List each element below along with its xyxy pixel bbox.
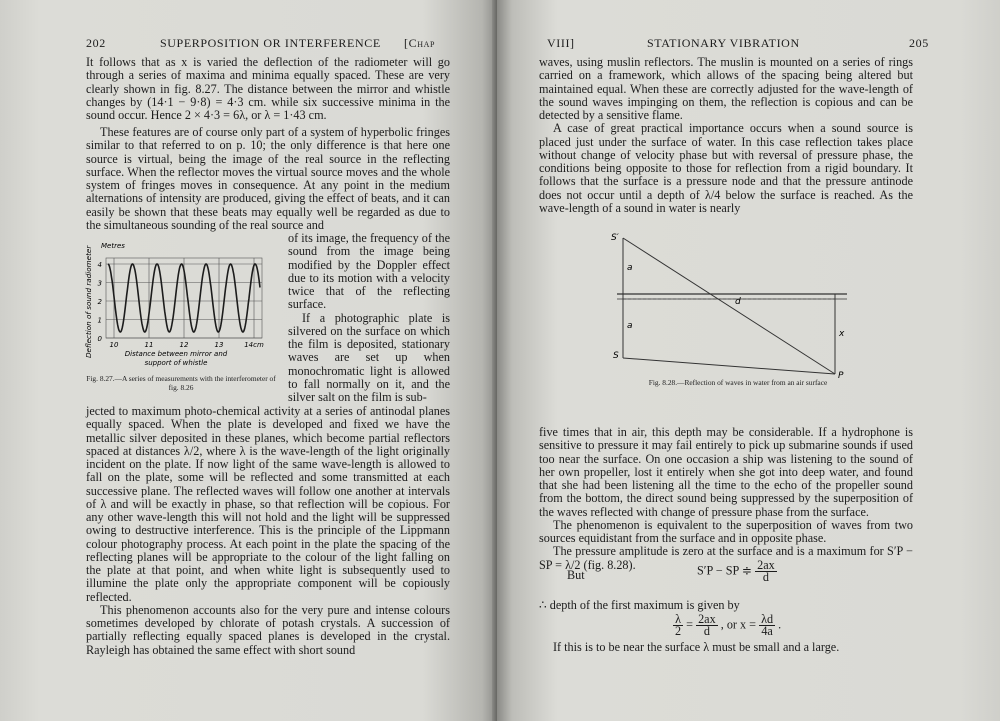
y-tick-label: 3: [97, 279, 102, 288]
eq2-n1: λ: [673, 614, 683, 626]
right-para-3: [539, 426, 913, 572]
eq2-d2: d: [703, 624, 710, 638]
right-running-head: STATIONARY VIBRATION: [647, 36, 800, 50]
right-para-6-text: If this is to be near the surface λ must be small and a large.: [553, 640, 840, 654]
therefore-line: ∴ depth of the first maximum is given by: [539, 598, 740, 612]
right-para-3-text: five times that in air, this depth may be considerable. If a hydrophone is sensitive to pressure it may fail entirely to pick up submarine sounds if used too near the surface. On one occasion a ship was listening to the sound of her own propeller, lost it entirely when she got into deep water, and found that she had been listening all the time to the echo of the propeller sound from the bottom, the direct sound being suppressed by the superposition of the waves reflected with change of pressure phase from the surface.: [539, 425, 913, 519]
equation-1: [567, 568, 585, 583]
label-a-bottom: a: [627, 321, 633, 331]
left-para-2: [86, 126, 450, 232]
right-para-4-text: The phenomenon is equivalent to the superposition of waves from two sources equidistant from the surface and in opposite phase.: [539, 517, 913, 545]
eq1-lhs: S′P − SP ≑: [697, 563, 753, 578]
label-a-top: a: [627, 263, 633, 273]
eq2-d1: 2: [675, 624, 682, 638]
left-para-3-rest-text: jected to maximum photo-chemical activity at a series of antinodal planes equally spaced. When the plate is developed and fixed we have the metallic silver deposited in these planes, which become partial reflectors spaced at distances λ/2, where λ is the wave-length of the light originally incident on the plate. If now light of the same wave-length is allowed to fall on the plate, some will be reflected and some transmitted at each successive plane. The reflected waves will follow one another at intervals of λ and will be exactly in phase, so that reflection will be copious. For any other wave-length this will not hold and the light will be suppressed owing to destructive interference. This is the principle of the Lippmann colour photography process. At each point in the plate the spacing of the reflecting planes will be appropriate to the colour of the light falling on the plate at that point, and when white light is subsequently used to illumine the plate only the appropriate component will be copiously reflected.: [86, 404, 450, 604]
x-tick-label: 13: [214, 341, 224, 349]
x-axis-label-1: Distance between mirror and: [124, 350, 228, 358]
eq2-eq: =: [686, 617, 694, 632]
right-chapter-tag: VIII]: [547, 36, 575, 50]
left-para-3-side: If a photographic plate is silvered on the surface on which the film is deposited, stationary waves are set up when monochromatic light is allowed to fall normally on it, and the silver salt on the film is sub-: [288, 310, 450, 404]
equation-1-expr: [697, 560, 777, 583]
eq1-lead: But: [567, 568, 585, 582]
right-para-1-text: waves, using muslin reflectors. The muslin is mounted on a series of rings carried on a framework, which allows of the spacing being altered but maintained equal. When these are correctly adjusted for the wave-length of the sound waves impinging on them, the reflection is copious and can be detected by a sensitive flame.: [539, 55, 913, 122]
left-para-4-text: This phenomenon accounts also for the very pure and intense colours sometimes developed by chlorate of potash crystals. A succession of partially reflecting equally spaced planes is developed in the crystal. Rayleigh has obtained the same effect with short sound: [86, 602, 450, 657]
ray-s-p: [623, 358, 835, 374]
eq2-d3: 4a: [761, 624, 773, 638]
y-tick-label: 0: [97, 335, 102, 343]
left-para-1: [86, 56, 450, 122]
right-page: [497, 0, 1000, 721]
figure-8-27: [84, 238, 284, 408]
units-label: Metres: [101, 242, 125, 250]
right-page-number: 205: [909, 36, 929, 50]
left-para-1-text: It follows that as x is varied the deflection of the radiometer will go through a series of maxima and minima equally spaced. These are very clearly shown in fig. 8.27. The distance between the mirror and whistle changes by (14·1 − 9·8) = 4·3 cm. while six successive minima in the sound occur. Hence 2 × 4·3 = 6λ, or λ = 1·43 cm.: [86, 55, 450, 122]
x-tick-label: 10: [109, 341, 119, 349]
left-para-2-side: of its image, the frequency of the sound from the image being modified by the Doppler effect due to its motion with a velocity twice that of the reflecting surface.: [288, 231, 450, 312]
chart-ticks: [98, 261, 264, 349]
label-x: x: [839, 329, 845, 339]
left-chapter-tag: [Chap: [404, 36, 436, 50]
x-tick-label: 14cm: [244, 341, 264, 349]
eq2-mid: , or x =: [720, 617, 757, 632]
left-running-head: SUPERPOSITION OR INTERFERENCE: [160, 36, 381, 50]
equation-2: [673, 614, 781, 637]
eq2-n2: 2ax: [698, 612, 716, 626]
right-para-5-text: The pressure amplitude is zero at the surface and is a maximum for S′P − SP = λ/2 (fig. 8.28).: [539, 544, 913, 572]
reflection-diagram: [607, 228, 867, 388]
label-s-prime: S′: [611, 233, 619, 243]
y-tick-label: 4: [97, 261, 102, 269]
left-side-text: [288, 232, 450, 404]
left-para-2-text: These features are of course only part of a system of hyperbolic fringes similar to that referred to on p. 10; the only difference is that here one source is virtual, being the image of the real source in the reflecting surface. When the reflector moves the virtual source moves and the whole system of fringes moves in consequence. At any point in the medium alternations of intensity are produced, giving the effect of beats, and it can easily be shown that these beats may equally well be regarded as due to the simultaneous sounding of the real source and: [86, 125, 450, 232]
eq2-n3: λd: [761, 612, 774, 626]
x-tick-label: 12: [179, 341, 189, 349]
left-para-3-rest: [86, 405, 450, 657]
left-page-number: 202: [86, 36, 106, 50]
eq1-num: 2ax: [757, 558, 775, 572]
y-axis-label: Deflection of sound radiometer: [84, 245, 93, 358]
figure-8-28: [607, 228, 867, 398]
y-tick-label: 1: [97, 316, 102, 325]
eq1-den: d: [762, 570, 769, 584]
right-para-1: [539, 56, 913, 215]
label-d: d: [735, 297, 741, 307]
figure-8-28-caption: Fig. 8.28.—Reflection of waves in water from an air surface: [648, 378, 828, 387]
label-s: S: [613, 351, 619, 361]
eq2-end: .: [778, 617, 782, 632]
x-tick-label: 11: [144, 341, 154, 349]
figure-8-27-caption: Fig. 8.27.—A series of measurements with the interferometer of fig. 8.26: [86, 374, 276, 392]
y-tick-label: 2: [97, 298, 102, 306]
right-para-6: [539, 641, 913, 654]
ray-s-prime-p: [623, 238, 835, 374]
x-axis-label-2: support of whistle: [144, 359, 208, 367]
right-para-2-text: A case of great practical importance occurs when a sound source is placed just under the surface of water. In this case reflection takes place without change of velocity phase but with reversal of pressure phase, the conditions being opposite to those for reflection from a rigid boundary. It follows that the surface is a pressure node and that the pressure antinode does not occur until a depth of λ/4 below the surface is reached. As the wave-length of a sound in water is nearly: [539, 121, 913, 215]
left-page: [0, 0, 497, 721]
label-p: P: [838, 371, 844, 381]
